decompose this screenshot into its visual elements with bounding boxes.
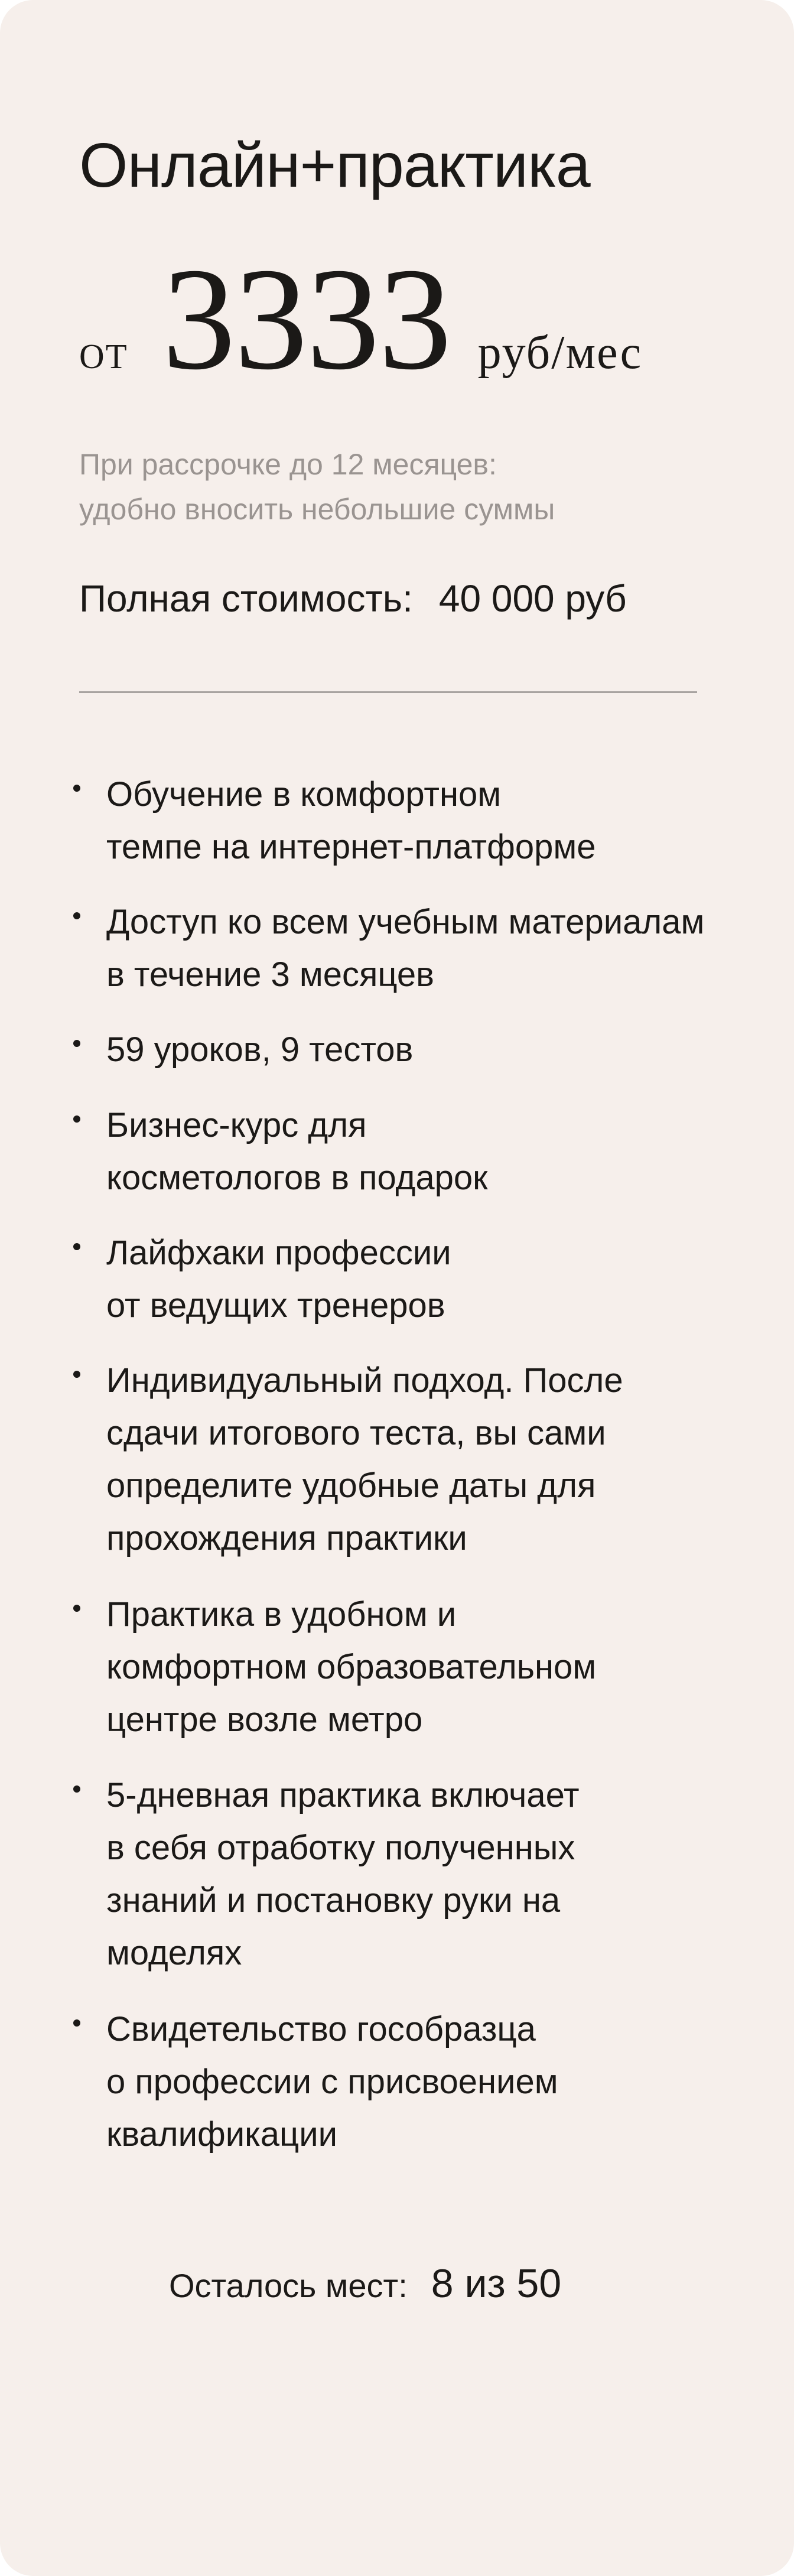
- price-unit: руб/мес: [477, 327, 643, 379]
- feature-line: Доступ ко всем учебным материалам: [106, 903, 705, 941]
- feature-line: Бизнес-курс для: [106, 1106, 367, 1144]
- feature-text: [106, 2003, 768, 2161]
- feature-text: [106, 1354, 768, 1565]
- feature-text: [106, 768, 768, 873]
- feature-line: комфортном образовательном: [106, 1648, 597, 1686]
- price-value: 3333: [162, 238, 451, 400]
- full-price: [79, 572, 627, 625]
- feature-line: Практика в удобном и: [106, 1595, 457, 1634]
- feature-text: [106, 1588, 768, 1746]
- feature-text: [106, 1023, 768, 1076]
- feature-line: 5-дневная практика включает: [106, 1776, 580, 1814]
- divider: [79, 691, 697, 693]
- bullet-icon: [73, 1785, 80, 1793]
- feature-line: прохождения практики: [106, 1519, 467, 1557]
- installment-line: удобно вносить небольшие суммы: [79, 493, 555, 526]
- feature-line: центре возле метро: [106, 1700, 423, 1739]
- price-row: [79, 238, 759, 400]
- feature-line: в себя отработку полученных: [106, 1829, 575, 1867]
- feature-line: Индивидуальный подход. После: [106, 1361, 623, 1400]
- bullet-icon: [73, 2019, 80, 2027]
- bullet-icon: [73, 1115, 80, 1123]
- installment-line: При рассрочке до 12 месяцев:: [79, 448, 497, 481]
- feature-line: Обучение в комфортном: [106, 775, 502, 814]
- feature-text: [106, 1227, 768, 1332]
- feature-line: квалификации: [106, 2115, 338, 2154]
- feature-line: определите удобные даты для: [106, 1466, 596, 1505]
- feature-line: о профессии с присвоением: [106, 2063, 558, 2101]
- feature-line: Свидетельство гособразца: [106, 2010, 536, 2048]
- seats-value: 8 из 50: [431, 2261, 562, 2306]
- feature-line: 59 уроков, 9 тестов: [106, 1030, 414, 1069]
- feature-line: сдачи итогового теста, вы сами: [106, 1414, 606, 1452]
- installment-note: [79, 442, 729, 532]
- feature-line: Лайфхаки профессии: [106, 1234, 451, 1272]
- feature-text: [106, 896, 768, 1001]
- feature-line: моделях: [106, 1934, 242, 1972]
- bullet-icon: [73, 1371, 80, 1378]
- bullet-icon: [73, 1605, 80, 1612]
- bullet-icon: [73, 785, 80, 792]
- feature-line: знаний и постановку руки на: [106, 1881, 561, 1920]
- price-prefix: от: [79, 324, 128, 379]
- feature-text: [106, 1099, 768, 1204]
- feature-text: [106, 1769, 768, 1979]
- seats-remaining: [169, 2257, 561, 2312]
- bullet-icon: [73, 1040, 80, 1047]
- plan-title: Онлайн+практика: [79, 131, 590, 200]
- seats-label: Осталось мест:: [169, 2267, 408, 2304]
- bullet-icon: [73, 1243, 80, 1250]
- full-price-value: 40 000 руб: [438, 577, 627, 620]
- feature-line: от ведущих тренеров: [106, 1286, 445, 1325]
- full-price-label: Полная стоимость:: [79, 577, 413, 620]
- feature-line: темпе на интернет-платформе: [106, 828, 596, 866]
- feature-line: косметологов в подарок: [106, 1159, 488, 1197]
- feature-line: в течение 3 месяцев: [106, 955, 434, 994]
- bullet-icon: [73, 912, 80, 919]
